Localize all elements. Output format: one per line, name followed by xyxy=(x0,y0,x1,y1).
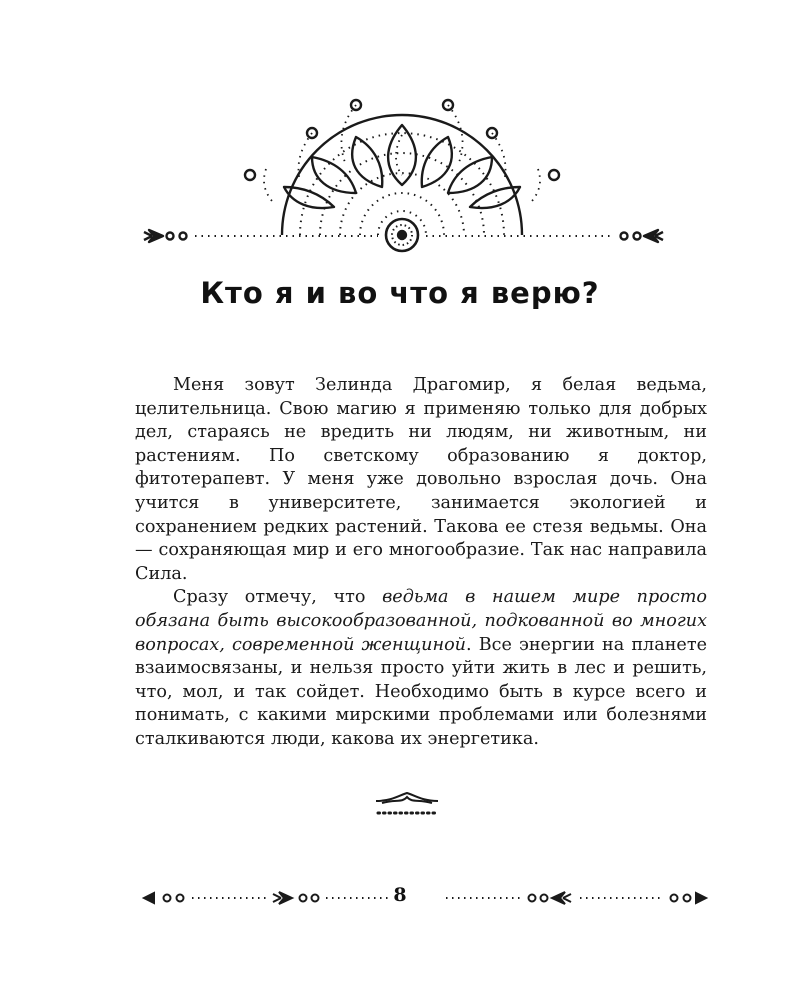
paragraph xyxy=(135,586,707,751)
chapter-title: Кто я и во что я верю? xyxy=(200,276,600,310)
page-number: 8 xyxy=(393,884,407,906)
paragraph-text: Меня зовут Зелинда Драгомир, я белая ведьма, целительница. Свою магию я применяю только для добрых дел, стараясь не вредить ни людям, ни животным, ни растениям. По светскому образованию я доктор, фитотерапевт. У меня уже довольно взрослая дочь. Она учится в университете, занимается экологией и сохранением редких растений. Такова ее стезя ведьмы. Она — сохраняющая мир и его многообразие. Так нас направила Сила. xyxy=(135,375,707,584)
paragraph-text: Сразу отмечу, что xyxy=(173,587,383,608)
paragraph xyxy=(135,374,707,586)
divider-ornament-icon xyxy=(372,791,442,819)
emphasized-text: ведьма в нашем мире просто обязана быть высокообразованной, подкованной во многих вопросах, современной женщиной xyxy=(135,587,707,655)
body-text xyxy=(135,374,707,752)
paragraph-text: . Все энергии на планете взаимосвязаны, и нельзя просто уйти жить в лес и решить, что, мол, и так сойдет. Необходимо быть в курсе всего и понимать, с какими мирскими проблемами или болезнями сталкиваются люди, какова их энергетика. xyxy=(135,634,707,749)
sun-ornament-icon xyxy=(0,85,800,255)
